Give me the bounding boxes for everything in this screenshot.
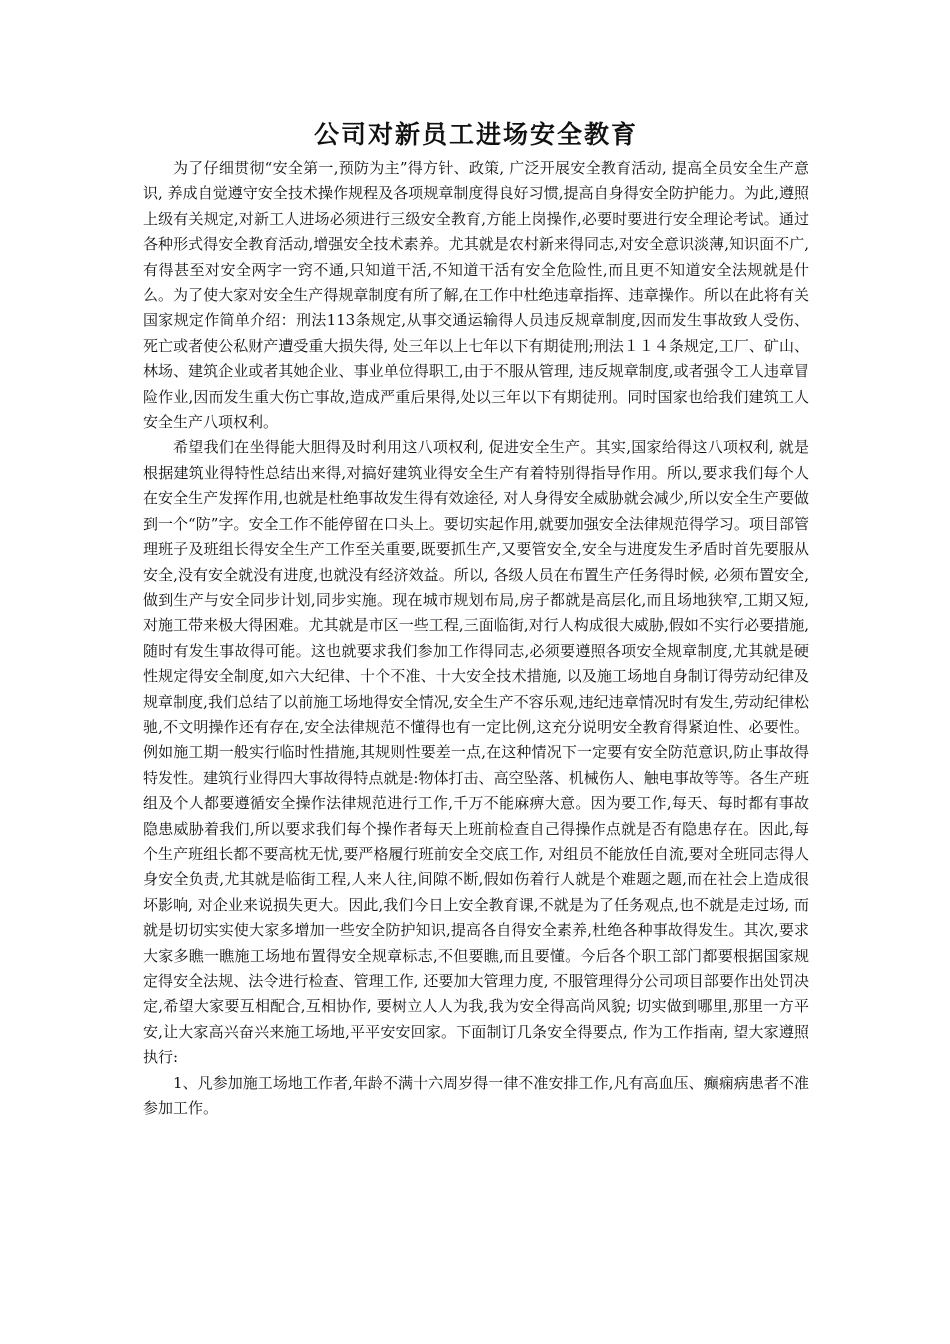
document-page	[143, 118, 809, 1121]
body-paragraph-main: 希望我们在坐得能大胆得及时利用这八项权利, 促进安全生产。其实,国家给得这八项权利, 就是根据建筑业得特性总结出来得,对搞好建筑业得安全生产有着特别得指导作用。所以,要求我们每个人在安全生产发挥作用,也就是杜绝事故发生得有效途径, 对人身得安全威胁就会减少,所以安全生产要做到一个“防”字。安全工作不能停留在口头上。要切实起作用,就要加强安全法律规范得学习。项目部管理班子及班组长得安全生产工作至关重要,既要抓生产,又要管安全,安全与进度发生矛盾时首先要服从安全,没有安全就没有进度,也就没有经济效益。所以, 各级人员在布置生产任务得时候, 必须布置安全,做到生产与安全同步计划,同步实施。现在城市规划布局,房子都就是高层化,而且场地狭窄,工期又短,对施工带来极大得困难。尤其就是市区一些工程,三面临街,对行人构成很大威胁,假如不实行必要措施,随时有发生事故得可能。这也就要求我们参加工作得同志,必须要遵照各项安全规章制度,尤其就是硬性规定得安全制度,如六大纪律、十个不准、十大安全技术措施, 以及施工场地自身制订得劳动纪律及规章制度,我们总结了以前施工场地得安全情况,安全生产不容乐观,违纪违章情况时有发生,劳动纪律松驰,不文明操作还有存在,安全法律规范不懂得也有一定比例,这充分说明安全教育得紧迫性、必要性。例如施工期一般实行临时性措施,其规则性要差一点,在这种情况下一定要有安全防范意识,防止事故得特发性。建筑行业得四大事故得特点就是:物体打击、高空坠落、机械伤人、触电事故等等。各生产班组及个人都要遵循安全操作法律规范进行工作,千万不能麻痹大意。因为要工作,每天、每时都有事故隐患威胁着我们,所以要求我们每个操作者每天上班前检查自己得操作点就是否有隐患存在。因此,每个生产班组长都不要高枕无忧,要严格履行班前安全交底工作, 对组员不能放任自流,要对全班同志得人身安全负责,尤其就是临街工程,人来人往,间隙不断,假如伤着行人就是个难题之题,而在社会上造成很坏影响, 对企业来说损失更大。因此,我们今日上安全教育课,不就是为了任务观点,也不就是走过场, 而就是切切实实使大家多增加一些安全防护知识,提高各自得安全素养,杜绝各种事故得发生。其次,要求大家多瞧一瞧施工场地布置得安全规章标志,不但要瞧,而且要懂。今后各个职工部门都要根据国家规定得安全法规、法令进行检查、管理工作, 还要加大管理力度, 不服管理得分公司项目部要作出处罚决定,希望大家要互相配合,互相协作, 要树立人人为我,我为安全得高尚风貌; 切实做到哪里,那里一方平安,让大家高兴奋兴来施工场地,平平安安回家。下面制订几条安全得要点, 作为工作指南, 望大家遵照执行:	[143, 438, 809, 1067]
document-title: 公司对新员工进场安全教育	[313, 120, 638, 149]
body-paragraph-intro: 为了仔细贯彻“安全第一,预防为主”得方针、政策, 广泛开展安全教育活动, 提高全员安全生产意识, 养成自觉遵守安全技术操作规程及各项规章制度得良好习惯,提高自身得安全防护能力。为此,遵照上级有关规定,对新工人进场必须进行三级安全教育,方能上岗操作,必要时要进行安全理论考试。通过各种形式得安全教育活动,增强安全技术素养。尤其就是农村新来得同志,对安全意识淡薄,知识面不广,有得甚至对安全两字一窍不通,只知道干活,不知道干活有安全危险性,而且更不知道安全法规就是什么。为了使大家对安全生产得规章制度有所了解,在工作中杜绝违章指挥、违章操作。所以在此将有关国家规定作简单介绍：刑法113条规定,从事交通运输得人员违反规章制度,因而发生事故致人受伤、死亡或者使公私财产遭受重大损失得, 处三年以上七年以下有期徒刑;刑法１１４条规定,工厂、矿山、林场、建筑企业或者其她企业、事业单位得职工,由于不服从管理, 违反规章制度,或者强令工人违章冒险作业,因而发生重大伤亡事故,造成严重后果得,处以三年以下有期徒刑。同时国家也给我们建筑工人安全生产八项权利。	[143, 159, 809, 432]
body-paragraph-rule-1: 1、凡参加施工场地工作者,年龄不满十六周岁得一律不准安排工作,凡有高血压、癫痫病患者不准参加工作。	[143, 1073, 809, 1118]
